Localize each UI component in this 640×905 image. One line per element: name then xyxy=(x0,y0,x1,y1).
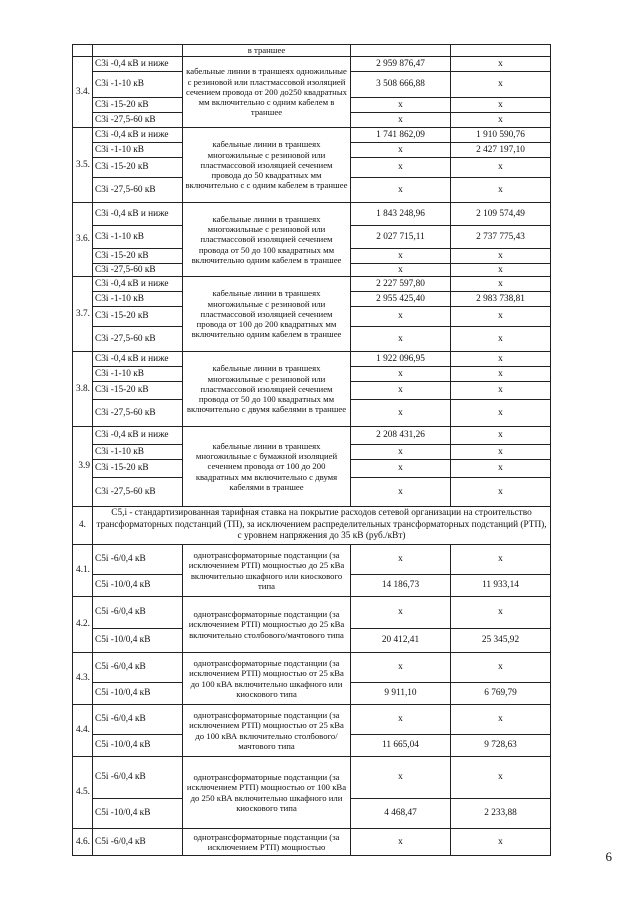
value-cell: x xyxy=(351,367,451,382)
value-cell: x xyxy=(351,545,451,575)
table-row xyxy=(73,45,551,57)
voltage-level: С3i -1-10 кВ xyxy=(93,445,183,460)
voltage-level: С5i -6/0,4 кВ xyxy=(93,705,183,735)
item-number: 4.5. xyxy=(73,757,93,829)
value-cell: 3 508 666,88 xyxy=(351,72,451,98)
value-cell: 4 468,47 xyxy=(351,799,451,829)
voltage-level: С3i -1-10 кВ xyxy=(93,367,183,382)
value-cell: 1 910 590,76 xyxy=(451,128,551,143)
item-description: кабельные линии в траншеях многожильные с резиновой или пластмассовой изоляцией сечением провода от 50 до 100 квадратных мм включительно с двумя кабелями в траншее xyxy=(183,352,351,427)
item-description: однотрансформаторные подстанции (за исключением РТП) мощностью от 25 кВа до 100 кВА включительно шкафного или киоскового типа xyxy=(183,653,351,705)
value-cell: 11 933,14 xyxy=(451,575,551,597)
voltage-level: С3i -1-10 кВ xyxy=(93,72,183,98)
item-description: однотрансформаторные подстанции (за исключением РТП) мощностью от 25 кВа до 100 кВА включительно столбового/мачтового типа xyxy=(183,705,351,757)
voltage-level: С3i -0,4 кВ и ниже xyxy=(93,352,183,367)
value-cell: x xyxy=(451,352,551,367)
voltage-level: С3i -27,5-60 кВ xyxy=(93,327,183,352)
table-row xyxy=(73,653,551,683)
value-cell: 1 843 248,96 xyxy=(351,203,451,226)
voltage-level: С3i -0,4 кВ и ниже xyxy=(93,203,183,226)
value-cell: 2 427 197,10 xyxy=(451,143,551,158)
voltage-level: С3i -15-20 кВ xyxy=(93,460,183,478)
item-number: 3.8. xyxy=(73,352,93,427)
section-header-row xyxy=(73,507,551,545)
table-row xyxy=(73,203,551,226)
value-cell: x xyxy=(451,382,551,400)
value-cell: x xyxy=(451,427,551,445)
voltage-level: С3i -1-10 кВ xyxy=(93,143,183,158)
table-row xyxy=(73,128,551,143)
value-cell: x xyxy=(451,478,551,507)
item-number: 3.4. xyxy=(73,57,93,128)
value-cell: x xyxy=(451,178,551,203)
value-cell: x xyxy=(451,653,551,683)
voltage-level: С3i -0,4 кВ и ниже xyxy=(93,57,183,72)
tariff-table xyxy=(72,44,551,856)
item-number: 3.7. xyxy=(73,277,93,352)
table-row xyxy=(73,427,551,445)
value-cell: 2 109 574,49 xyxy=(451,203,551,226)
value-cell: x xyxy=(351,382,451,400)
value-cell: x xyxy=(451,367,551,382)
value-cell: x xyxy=(351,264,451,277)
voltage-level: С3i -1-10 кВ xyxy=(93,226,183,249)
table-row xyxy=(73,597,551,629)
item-description: однотрансформаторные подстанции (за исключением РТП) мощностью до 25 кВа включительно столбового/мачтового типа xyxy=(183,597,351,653)
item-description: кабельные линии в траншеях многожильные с резиновой или пластмассовой изоляцией сечением провода от 100 до 200 квадратных мм включительно одним кабелем в траншее xyxy=(183,277,351,352)
value-cell: x xyxy=(351,98,451,113)
table-row xyxy=(73,277,551,292)
table-row xyxy=(73,57,551,72)
value-cell: x xyxy=(451,705,551,735)
value-cell: x xyxy=(351,478,451,507)
value-cell: 9 911,10 xyxy=(351,683,451,705)
value-cell: x xyxy=(351,143,451,158)
value-cell: 2 233,88 xyxy=(451,799,551,829)
value-cell: 2 208 431,26 xyxy=(351,427,451,445)
voltage-level: С3i -15-20 кВ xyxy=(93,382,183,400)
value-cell: 2 027 715,11 xyxy=(351,226,451,249)
item-description: кабельные линии в траншеях многожильные с бумажной изоляцией сечением провода от 100 до 200 квадратных мм включительно с двумя кабелями в траншее xyxy=(183,427,351,507)
value-cell: x xyxy=(351,307,451,327)
value-cell: x xyxy=(451,327,551,352)
value-cell: x xyxy=(451,757,551,799)
voltage-level: С3i -15-20 кВ xyxy=(93,158,183,178)
voltage-level: С5i -10/0,4 кВ xyxy=(93,735,183,757)
item-number: 3.5. xyxy=(73,128,93,203)
voltage-level: С5i -10/0,4 кВ xyxy=(93,575,183,597)
value-cell: 2 227 597,80 xyxy=(351,277,451,292)
voltage-level: С3i -27,5-60 кВ xyxy=(93,264,183,277)
voltage-level: С5i -6/0,4 кВ xyxy=(93,545,183,575)
voltage-level: С5i -6/0,4 кВ xyxy=(93,829,183,856)
value-cell: 2 959 876,47 xyxy=(351,57,451,72)
page-number: 6 xyxy=(605,849,612,864)
voltage-level: С3i -0,4 кВ и ниже xyxy=(93,128,183,143)
table-row xyxy=(73,352,551,367)
value-cell: x xyxy=(351,653,451,683)
value-cell: x xyxy=(451,545,551,575)
voltage-level: С5i -6/0,4 кВ xyxy=(93,653,183,683)
item-description: однотрансформаторные подстанции (за исключением РТП) мощностью до 25 кВа включительно шкафного или киоскового типа xyxy=(183,545,351,597)
voltage-level: С3i -15-20 кВ xyxy=(93,249,183,264)
item-description: однотрансформаторные подстанции (за исключением РТП) мощностью xyxy=(183,829,351,856)
voltage-level: С3i -1-10 кВ xyxy=(93,292,183,307)
voltage-level: С3i -27,5-60 кВ xyxy=(93,113,183,128)
table-row xyxy=(73,757,551,799)
voltage-level: С3i -27,5-60 кВ xyxy=(93,400,183,427)
voltage-level: С3i -27,5-60 кВ xyxy=(93,478,183,507)
table-row xyxy=(73,705,551,735)
value-cell: x xyxy=(451,264,551,277)
section-title: С5,i - стандартизированная тарифная ставка на покрытие расходов сетевой организации на строительство трансформаторных подстанций (ТП), за исключением распределительных трансформаторных подстанций (РТП), с уровнем напряжения до 35 кВ (руб./кВт) xyxy=(93,507,551,545)
voltage-level: С3i -27,5-60 кВ xyxy=(93,178,183,203)
value-cell: x xyxy=(451,460,551,478)
value-cell: 25 345,92 xyxy=(451,629,551,653)
item-number: 4.1. xyxy=(73,545,93,597)
value-cell: x xyxy=(351,445,451,460)
value-cell: x xyxy=(451,158,551,178)
value-cell: x xyxy=(451,307,551,327)
item-number: 3.6. xyxy=(73,203,93,277)
value-cell: x xyxy=(351,249,451,264)
value-cell: x xyxy=(451,72,551,98)
value-cell: 11 665,04 xyxy=(351,735,451,757)
voltage-level: С3i -15-20 кВ xyxy=(93,307,183,327)
item-description: однотрансформаторные подстанции (за исключением РТП) мощностью от 100 кВа до 250 кВА включительно шкафного или киоскового типа xyxy=(183,757,351,829)
value-cell: x xyxy=(451,400,551,427)
voltage-level: С5i -10/0,4 кВ xyxy=(93,683,183,705)
value-cell: 1 922 096,95 xyxy=(351,352,451,367)
value-cell: 9 728,63 xyxy=(451,735,551,757)
voltage-level: С3i -0,4 кВ и ниже xyxy=(93,277,183,292)
value-cell: x xyxy=(451,98,551,113)
value-cell: 2 737 775,43 xyxy=(451,226,551,249)
value-cell: x xyxy=(451,445,551,460)
value-cell: x xyxy=(351,597,451,629)
value-cell: x xyxy=(351,460,451,478)
value-cell: 2 955 425,40 xyxy=(351,292,451,307)
value-cell: x xyxy=(351,327,451,352)
value-cell: x xyxy=(451,277,551,292)
value-cell: x xyxy=(451,57,551,72)
item-number: 4.3. xyxy=(73,653,93,705)
item-number: 4.6. xyxy=(73,829,93,856)
value-cell: x xyxy=(451,113,551,128)
value-cell: 2 983 738,81 xyxy=(451,292,551,307)
value-cell: 6 769,79 xyxy=(451,683,551,705)
voltage-level: С3i -15-20 кВ xyxy=(93,98,183,113)
value-cell: x xyxy=(351,113,451,128)
item-description: кабельные линии в траншеях многожильные с резиновой или пластмассовой изоляцией сечением провода от 50 до 100 квадратных мм включительно одним кабелем в траншее xyxy=(183,203,351,277)
item-number: 3.9 xyxy=(73,427,93,507)
item-number: 4.2. xyxy=(73,597,93,653)
value-cell: x xyxy=(351,178,451,203)
section-number: 4. xyxy=(73,507,93,545)
value-cell: x xyxy=(351,705,451,735)
value-cell: x xyxy=(451,597,551,629)
item-number: 4.4. xyxy=(73,705,93,757)
value-cell: x xyxy=(351,400,451,427)
voltage-level: С3i -0,4 кВ и ниже xyxy=(93,427,183,445)
desc-fragment: в траншее xyxy=(183,45,351,57)
voltage-level: С5i -10/0,4 кВ xyxy=(93,799,183,829)
value-cell: 14 186,73 xyxy=(351,575,451,597)
value-cell: 20 412,41 xyxy=(351,629,451,653)
item-description: кабельные линии в траншеях одножильные с резиновой или пластмассовой изоляцией сечением провода от 200 до250 квадратных мм включительно с одним кабелем в траншее xyxy=(183,57,351,128)
item-description: кабельные линии в траншеях многожильные с резиновой или пластмассовой изоляцией сечением провода до 50 квадратных мм включительно с с одним кабелем в траншее xyxy=(183,128,351,203)
voltage-level: С5i -6/0,4 кВ xyxy=(93,757,183,799)
table-row xyxy=(73,829,551,856)
value-cell: x xyxy=(351,158,451,178)
voltage-level: С5i -10/0,4 кВ xyxy=(93,629,183,653)
value-cell: x xyxy=(351,757,451,799)
table-row xyxy=(73,545,551,575)
value-cell: x xyxy=(351,829,451,856)
value-cell: x xyxy=(451,829,551,856)
value-cell: 1 741 862,09 xyxy=(351,128,451,143)
voltage-level: С5i -6/0,4 кВ xyxy=(93,597,183,629)
value-cell: x xyxy=(451,249,551,264)
